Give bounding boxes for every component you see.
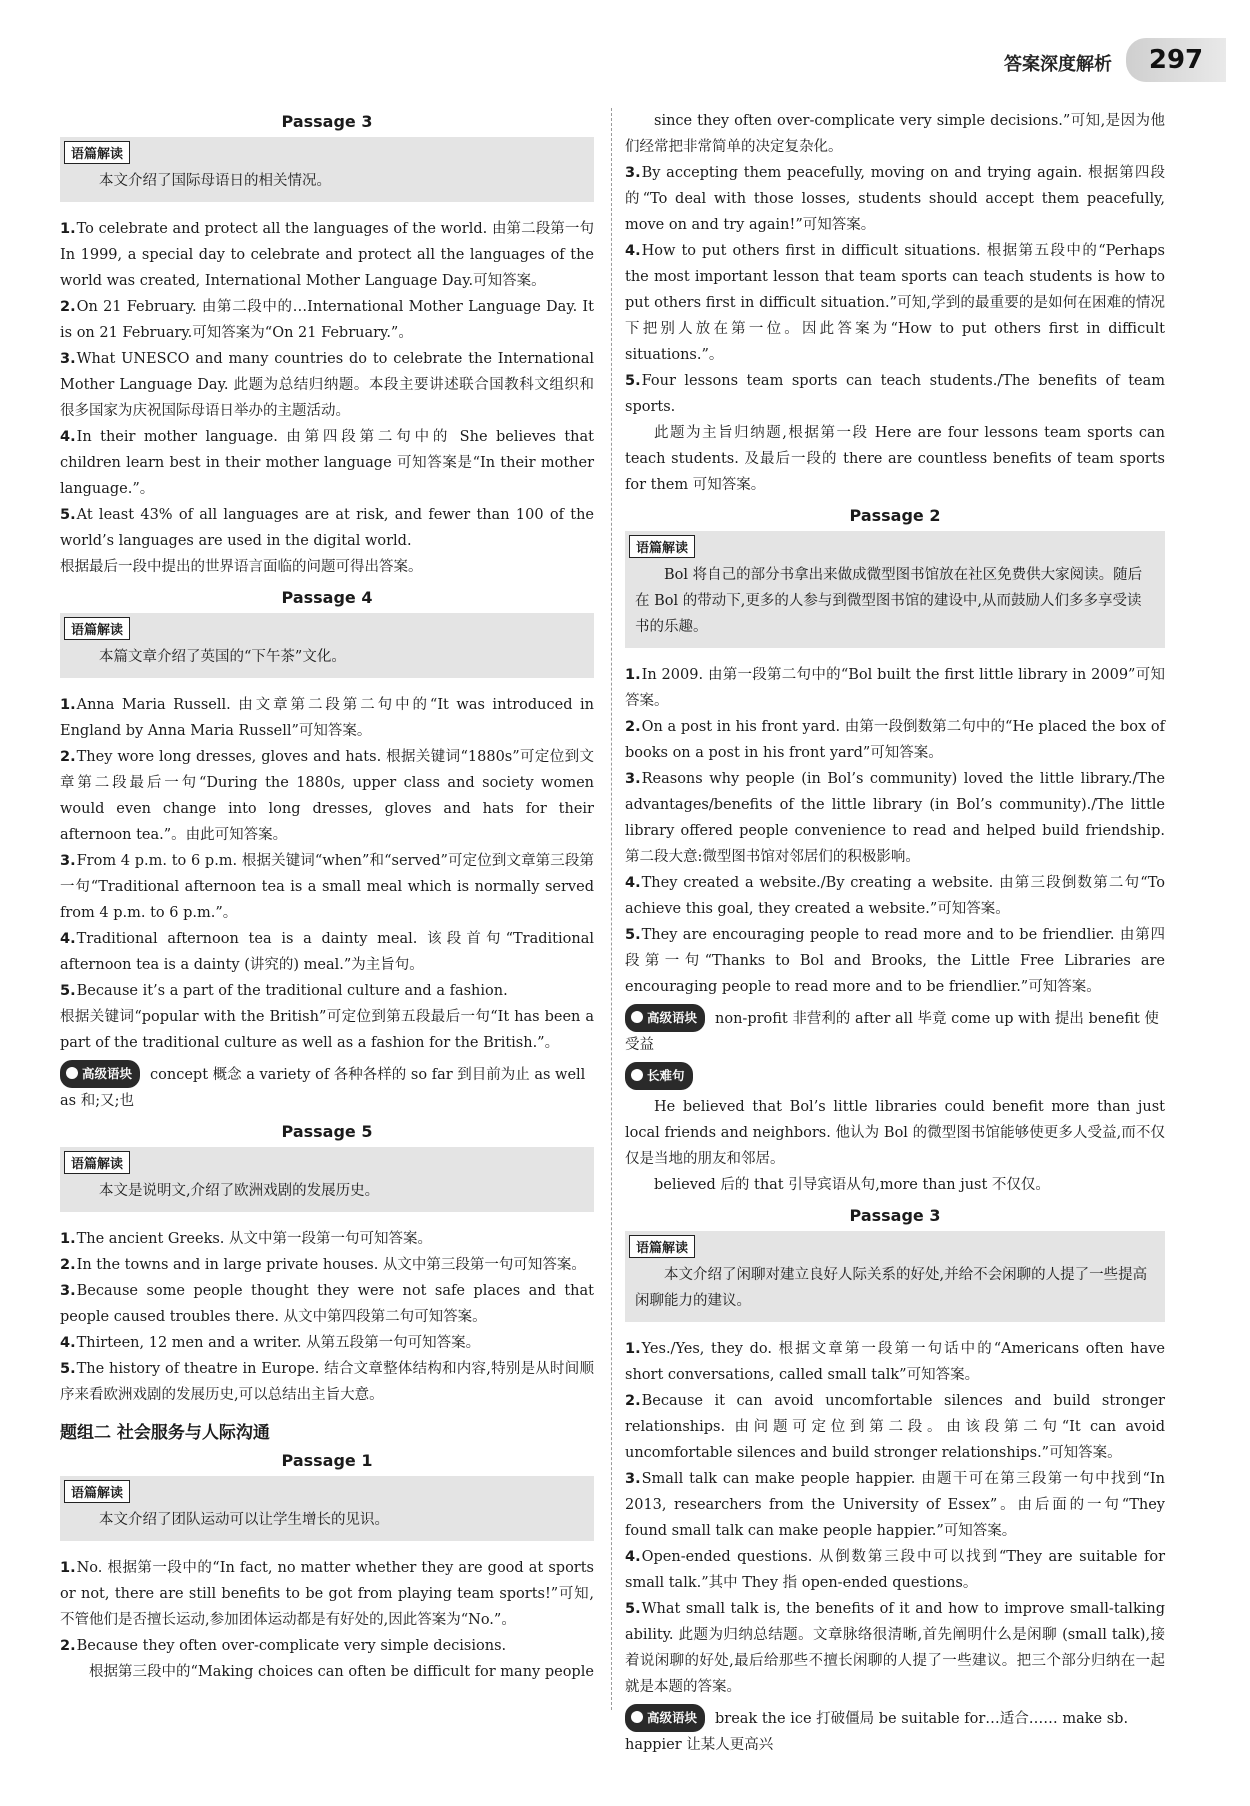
answer-list [625, 160, 1165, 420]
intro-text: 本文介绍了团队运动可以让学生增长的见识。 [99, 1512, 389, 1528]
answer-item: 1.No. 根据第一段中的“In fact, no matter whether they are good at sports or not, there are still benefits to be got from playing team sports!”可知,不管他们是否擅长运动,参加团体运动都是有好处的,因此答案为“No.”。 [60, 1560, 594, 1628]
answer-item: 2.Because they often over-complicate very simple decisions. [60, 1638, 507, 1654]
answer-item: 3.By accepting them peacefully, moving on and trying again. 根据第四段的“To deal with those losses, students should accept them peacefully, move on and try again!”可知答案。 [625, 165, 1165, 233]
answer-item: 1.To celebrate and protect all the languages of the world. 由第二段第一句 In 1999, a special day to celebrate and protect all the languages of the world was created, International Mother Language Day.可知答案。 [60, 221, 594, 289]
intro-text: 本文介绍了国际母语日的相关情况。 [99, 173, 331, 189]
answer-note: 根据最后一段中提出的世界语言面临的问题可得出答案。 [60, 559, 423, 575]
answer-item: 5.What small talk is, the benefits of it and how to improve small-talking ability. 此题为归纳总结题。文章脉络很清晰,首先阐明什么是闲聊 (small talk),接着说闲聊的好处,最后给那些不擅长闲聊的人提了一些建议。把三个部分归纳在一起就是本题的答案。 [625, 1601, 1165, 1695]
intro-tag: 语篇解读 [64, 1151, 130, 1174]
answer-list [60, 216, 594, 554]
intro-text: 本篇文章介绍了英国的“下午茶”文化。 [99, 649, 346, 665]
badge-icon [631, 1711, 643, 1723]
answer-item: 1.Anna Maria Russell. 由文章第二段第二句中的“It was introduced in England by Anna Maria Russell”可知答案。 [60, 697, 594, 739]
answer-item: 3.Reasons why people (in Bol’s community) loved the little library./The advantages/benefits of the little library (in Bol’s community)./The little library offered people convenience to read and helped build friendship. 第二段大意:微型图书馆对邻居们的积极影响。 [625, 771, 1165, 865]
answer-item: 3.Small talk can make people happier. 由题干可在第三段第一句中找到“In 2013, researchers from the University of Essex”。由后面的一句“They found small talk can make people happier.”可知答案。 [625, 1471, 1165, 1539]
answer-item: 4.They created a website./By creating a website. 由第三段倒数第二句“To achieve this goal, they created a website.”可知答案。 [625, 875, 1165, 917]
vocab-badge: 高级语块 [625, 1004, 705, 1032]
answer-list [60, 1226, 594, 1408]
vocab-badge: 高级语块 [60, 1060, 140, 1088]
answer-item: 5.The history of theatre in Europe. 结合文章整体结构和内容,特别是从时间顺序来看欧洲戏剧的发展历史,可以总结出主旨大意。 [60, 1361, 594, 1403]
vocab-block [60, 1060, 594, 1114]
answer-item: 5.Four lessons team sports can teach students./The benefits of team sports. [625, 373, 1165, 415]
answer-list [60, 692, 594, 1004]
badge-icon [66, 1067, 78, 1079]
answer-item: 2.In the towns and in large private houses. 从文中第三段第一句可知答案。 [60, 1257, 586, 1273]
continued-text: since they often over-complicate very simple decisions.”可知,是因为他们经常把非常简单的决定复杂化。 [625, 113, 1165, 155]
vocab-text: concept 概念 a variety of 各种各样的 so far 到目前为止 as well as 和;又;也 [60, 1067, 586, 1109]
answer-item: 3.Because some people thought they were not safe places and that people caused troubles there. 从文中第四段第二句可知答案。 [60, 1283, 594, 1325]
vocab-text: break the ice 打破僵局 be suitable for…适合…… make sb. happier 让某人更高兴 [625, 1711, 1129, 1753]
intro-text: Bol 将自己的部分书拿出来做成微型图书馆放在社区免费供大家阅读。随后在 Bol 的带动下,更多的人参与到微型图书馆的建设中,从而鼓励人们多多享受读书的乐趣。 [635, 567, 1143, 635]
intro-tag: 语篇解读 [629, 1235, 695, 1258]
long-sentence-note: believed 后的 that 引导宾语从句,more than just 不仅仅。 [654, 1177, 1050, 1193]
left-column [60, 108, 594, 1685]
intro-box [625, 531, 1165, 648]
passage-title: Passage 3 [849, 1206, 941, 1225]
long-sentence-badge: 长难句 [625, 1062, 693, 1090]
intro-box [60, 613, 594, 678]
answer-list [625, 662, 1165, 1000]
intro-text: 本文介绍了闲聊对建立良好人际关系的好处,并给不会闲聊的人提了一些提高闲聊能力的建议。 [635, 1267, 1148, 1309]
intro-box [60, 137, 594, 202]
section-title: 题组二 社会服务与人际沟通 [60, 1423, 270, 1443]
intro-box [60, 1147, 594, 1212]
answer-list [60, 1555, 594, 1659]
answer-item: 5.At least 43% of all languages are at risk, and fewer than 100 of the world’s languages are used in the digital world. [60, 507, 594, 549]
answer-note: 此题为主旨归纳题,根据第一段 Here are four lessons team sports can teach students. 及最后一段的 there are countless benefits of team sports for them 可知答案。 [625, 425, 1165, 493]
answer-item: 5.They are encouraging people to read more and to be friendlier. 由第四段第一句“Thanks to Bol and Brooks, the Little Free Libraries are encouraging people to read more and to be friendlier.”可知答案。 [625, 927, 1165, 995]
answer-item: 4.Open-ended questions. 从倒数第三段中可以找到“They are suitable for small talk.”其中 They 指 open-ended questions。 [625, 1549, 1165, 1591]
page-header [0, 0, 1250, 82]
intro-tag: 语篇解读 [64, 1480, 130, 1503]
vocab-text: non-profit 非营利的 after all 毕竟 come up with 提出 benefit 使受益 [625, 1011, 1159, 1053]
answer-item: 1.In 2009. 由第一段第二句中的“Bol built the first little library in 2009”可知答案。 [625, 667, 1165, 709]
vocab-block [625, 1704, 1165, 1758]
vocab-block [625, 1004, 1165, 1058]
answer-item: 3.From 4 p.m. to 6 p.m. 根据关键词“when”和“served”可定位到文章第三段第一句“Traditional afternoon tea is a small meal which is normally served from 4 p.m. to 6 p.m.”。 [60, 853, 594, 921]
intro-text: 本文是说明文,介绍了欧洲戏剧的发展历史。 [99, 1183, 380, 1199]
answer-item: 2.Because it can avoid uncomfortable silences and build stronger relationships. 由问题可定位到第二段。由该段第二句“It can avoid uncomfortable silences and build stronger relationships.”可知答案。 [625, 1393, 1165, 1461]
page-number: 297 [1148, 45, 1204, 75]
answer-list [625, 1336, 1165, 1700]
answer-item: 5.Because it’s a part of the traditional culture and a fashion. [60, 983, 508, 999]
answer-item: 2.On 21 February. 由第二段中的…International Mother Language Day. It is on 21 February.可知答案为“On 21 February.”。 [60, 299, 594, 341]
header-title: 答案深度解析 [1004, 54, 1112, 75]
passage-title: Passage 1 [281, 1451, 373, 1470]
passage-title: Passage 4 [281, 588, 373, 607]
right-column [625, 108, 1165, 1762]
long-sentence-block [625, 1062, 1165, 1090]
badge-icon [631, 1069, 643, 1081]
intro-tag: 语篇解读 [64, 141, 130, 164]
answer-item: 3.What UNESCO and many countries do to celebrate the International Mother Language Day. 此题为总结归纳题。本段主要讲述联合国教科文组织和很多国家为庆祝国际母语日举办的主题活动。 [60, 351, 594, 419]
intro-box [625, 1231, 1165, 1322]
answer-item: 2.On a post in his front yard. 由第一段倒数第二句中的“He placed the box of books on a post in his front yard”可知答案。 [625, 719, 1165, 761]
answer-item: 4.How to put others first in difficult situations. 根据第五段中的“Perhaps the most important lesson that team sports can teach students is how to put others first in difficult situation.”可知,学到的最重要的是如何在困难的情况下把别人放在第一位。因此答案为“How to put others first in difficult situations.”。 [625, 243, 1165, 363]
passage-title: Passage 2 [849, 506, 941, 525]
answer-item: 4.Thirteen, 12 men and a writer. 从第五段第一句可知答案。 [60, 1335, 481, 1351]
intro-tag: 语篇解读 [629, 535, 695, 558]
answer-item: 2.They wore long dresses, gloves and hats. 根据关键词“1880s”可定位到文章第二段最后一句“During the 1880s, upper class and society women would even change into long dresses, gloves and hats for their afternoon tea.”。由此可知答案。 [60, 749, 594, 843]
answer-item: 1.Yes./Yes, they do. 根据文章第一段第一句话中的“Americans often have short conversations, called small talk”可知答案。 [625, 1341, 1165, 1383]
page-number-tab [1126, 38, 1226, 82]
passage-title: Passage 5 [281, 1122, 373, 1141]
column-divider [611, 108, 612, 1710]
intro-box [60, 1476, 594, 1541]
answer-note: 根据关键词“popular with the British”可定位到第五段最后一句“It has been a part of the traditional culture as well as a fashion for the British.”。 [60, 1009, 594, 1051]
answer-note: 根据第三段中的“Making choices can often be difficult for many people [89, 1664, 594, 1680]
intro-tag: 语篇解读 [64, 617, 130, 640]
answer-item: 4.In their mother language. 由第四段第二句中的 She believes that children learn best in their mother language 可知答案是“In their mother language.”。 [60, 429, 594, 497]
answer-item: 1.The ancient Greeks. 从文中第一段第一句可知答案。 [60, 1231, 433, 1247]
badge-icon [631, 1011, 643, 1023]
passage-title: Passage 3 [281, 112, 373, 131]
vocab-badge: 高级语块 [625, 1704, 705, 1732]
long-sentence-text: He believed that Bol’s little libraries could benefit more than just local friends and neighbors. 他认为 Bol 的微型图书馆能够使更多人受益,而不仅仅是当地的朋友和邻居。 [625, 1099, 1165, 1167]
answer-item: 4.Traditional afternoon tea is a dainty meal. 该段首句“Traditional afternoon tea is a dainty (讲究的) meal.”为主旨句。 [60, 931, 594, 973]
